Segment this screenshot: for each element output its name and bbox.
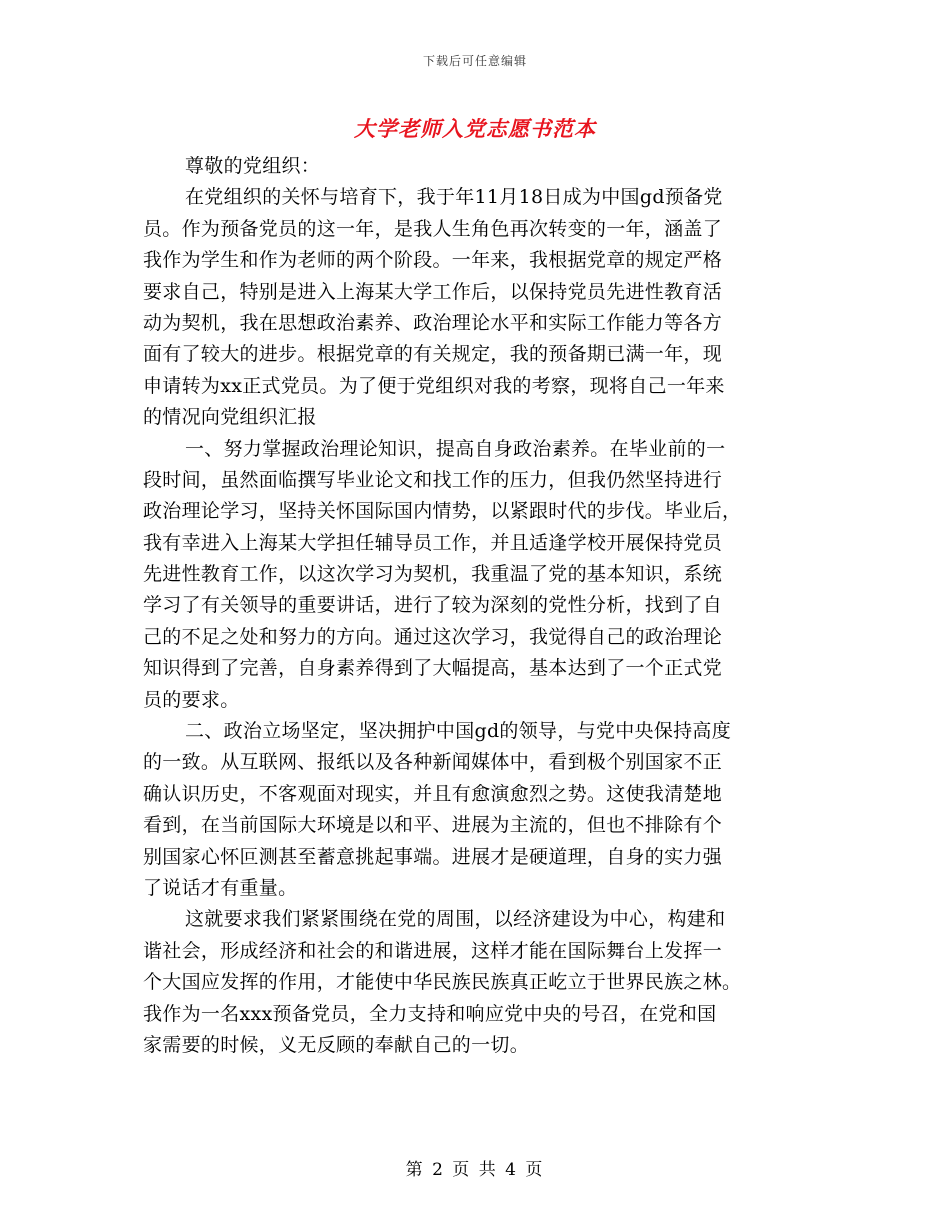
text-line: 员的要求。 (143, 688, 240, 711)
text-line: 的情况向党组织汇报 (143, 406, 317, 429)
text-line: 我作为学生和作为老师的两个阶段。一年来，我根据党章的规定严格 (143, 249, 723, 272)
text-line: 这就要求我们紧紧围绕在党的周围，以经济建设为中心，构建和 (185, 908, 726, 931)
document-body (143, 151, 807, 1061)
page-number: 第 2 页 共 4 页 (405, 1160, 545, 1180)
text-line: 段时间，虽然面临撰写毕业论文和找工作的压力，但我仍然坚持进行 (143, 468, 723, 491)
text-line: 看到，在当前国际大环境是以和平、进展为主流的，但也不排除有个 (143, 814, 723, 837)
text-line: 动为契机，我在思想政治素养、政治理论水平和实际工作能力等各方 (143, 311, 723, 334)
text-line: 要求自己，特别是进入上海某大学工作后，以保持党员先进性教育活 (143, 280, 723, 303)
document-title: 大学老师入党志愿书范本 (354, 116, 596, 141)
text-line: 学习了有关领导的重要讲话，进行了较为深刻的党性分析，找到了自 (143, 594, 723, 617)
text-line: 面有了较大的进步。根据党章的有关规定，我的预备期已满一年，现 (143, 343, 723, 366)
text-line: 我作为一名xxx预备党员，全力支持和响应党中央的号召，在党和国 (143, 1002, 717, 1025)
text-line: 政治理论学习，坚持关怀国际国内情势，以紧跟时代的步伐。毕业后， (143, 500, 742, 523)
text-line: 知识得到了完善，自身素养得到了大幅提高，基本达到了一个正式党 (143, 657, 723, 680)
text-line: 在党组织的关怀与培育下，我于年11月18日成为中国gd预备党 (185, 186, 723, 209)
text-line: 了说话才有重量。 (143, 876, 298, 899)
text-line: 个大国应发挥的作用，才能使中华民族民族真正屹立于世界民族之林。 (143, 971, 742, 994)
text-line: 先进性教育工作，以这次学习为契机，我重温了党的基本知识，系统 (143, 563, 723, 586)
text-line: 的一致。从互联网、报纸以及各种新闻媒体中，看到极个别国家不正 (143, 751, 723, 774)
text-line: 确认识历史，不客观面对现实，并且有愈演愈烈之势。这使我清楚地 (143, 782, 723, 805)
text-line: 别国家心怀叵测甚至蓄意挑起事端。进展才是硬道理，自身的实力强 (143, 845, 723, 868)
text-line: 我有幸进入上海某大学担任辅导员工作，并且适逢学校开展保持党员 (143, 531, 723, 554)
text-line: 员。作为预备党员的这一年，是我人生角色再次转变的一年，涵盖了 (143, 217, 723, 240)
header-note: 下载后可任意编辑 (422, 54, 527, 68)
text-line: 尊敬的党组织： (185, 155, 321, 177)
text-line: 二、政治立场坚定，坚决拥护中国gd的领导，与党中央保持高度 (185, 720, 732, 743)
text-line: 谐社会，形成经济和社会的和谐进展，这样才能在国际舞台上发挥一 (143, 939, 723, 962)
text-line: 己的不足之处和努力的方向。通过这次学习，我觉得自己的政治理论 (143, 625, 723, 648)
text-line: 申请转为xx正式党员。为了便于党组织对我的考察，现将自己一年来 (143, 374, 725, 397)
text-line: 一、努力掌握政治理论知识，提高自身政治素养。在毕业前的一 (185, 437, 726, 460)
text-line: 家需要的时候，义无反顾的奉献自己的一切。 (143, 1033, 530, 1056)
